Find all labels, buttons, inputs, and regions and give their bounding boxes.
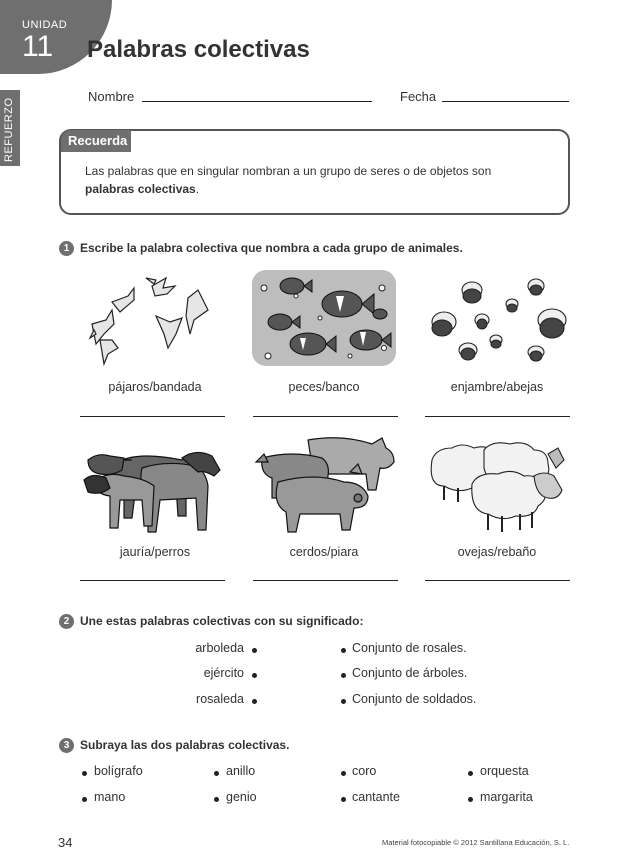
side-label: REFUERZO [3, 97, 15, 162]
bullet [82, 797, 87, 802]
exercise-instruction: Escribe la palabra colectiva que nombra a cada grupo de animales. [80, 241, 463, 255]
sheep-illustration [424, 440, 570, 534]
caption-dogs: jauría/perros [119, 545, 191, 559]
bullet [82, 771, 87, 776]
caption-bees: enjambre/abejas [450, 380, 544, 394]
word-option[interactable]: anillo [226, 764, 256, 778]
name-field[interactable] [142, 101, 372, 102]
match-dot-left[interactable] [252, 699, 257, 704]
match-left-word: ejército [203, 666, 244, 680]
recuerda-text-end: . [195, 182, 200, 196]
bullet [468, 771, 473, 776]
match-right-meaning: Conjunto de rosales. [352, 641, 467, 655]
caption-fish: peces/banco [288, 380, 360, 394]
bullet [468, 797, 473, 802]
unit-number: 11 [22, 30, 54, 63]
match-left-word: arboleda [195, 641, 244, 655]
date-field[interactable] [442, 101, 569, 102]
page-title: Palabras colectivas [87, 36, 310, 63]
bees-illustration [424, 272, 570, 368]
recuerda-text [85, 162, 525, 198]
answer-line-pigs[interactable] [253, 580, 398, 581]
bullet [341, 797, 346, 802]
match-left-word: rosaleda [196, 692, 244, 706]
caption-birds: pájaros/bandada [108, 380, 202, 394]
word-option[interactable]: orquesta [480, 764, 529, 778]
word-option[interactable]: margarita [480, 790, 533, 804]
match-dot-left[interactable] [252, 648, 257, 653]
unit-label: UNIDAD [22, 19, 68, 31]
match-dot-right[interactable] [341, 648, 346, 653]
word-option[interactable]: bolígrafo [94, 764, 143, 778]
date-label: Fecha [400, 89, 437, 104]
word-option[interactable]: genio [226, 790, 257, 804]
answer-line-dogs[interactable] [80, 580, 225, 581]
birds-illustration [82, 272, 226, 368]
answer-line-bees[interactable] [425, 416, 570, 417]
bullet [214, 797, 219, 802]
side-tab [0, 90, 20, 166]
word-option[interactable]: coro [352, 764, 377, 778]
match-dot-right[interactable] [341, 699, 346, 704]
match-dot-right[interactable] [341, 673, 346, 678]
answer-line-sheep[interactable] [425, 580, 570, 581]
exercise-number: 1 [59, 241, 74, 256]
page-number: 34 [58, 835, 73, 850]
word-option[interactable]: cantante [352, 790, 400, 804]
fish-illustration [250, 268, 398, 368]
caption-sheep: ovejas/rebaño [457, 545, 537, 559]
recuerda-label: Recuerda [61, 130, 131, 152]
match-right-meaning: Conjunto de soldados. [352, 692, 477, 706]
pigs-illustration [252, 432, 398, 534]
match-right-meaning: Conjunto de árboles. [352, 666, 468, 680]
copyright-note: Material fotocopiable © 2012 Santillana Educación, S. L. [382, 838, 570, 847]
word-option[interactable]: mano [94, 790, 126, 804]
name-label: Nombre [88, 89, 135, 104]
match-dot-left[interactable] [252, 673, 257, 678]
answer-line-birds[interactable] [80, 416, 225, 417]
bullet [214, 771, 219, 776]
recuerda-text-start: Las palabras que en singular nombran a un grupo de seres o de objetos son [85, 164, 492, 178]
exercise-instruction: Subraya las dos palabras colectivas. [80, 738, 290, 752]
exercise-instruction: Une estas palabras colectivas con su significado: [80, 614, 364, 628]
bullet [341, 771, 346, 776]
exercise-number: 3 [59, 738, 74, 753]
recuerda-text-bold: palabras colectivas [85, 182, 196, 196]
exercise-number: 2 [59, 614, 74, 629]
answer-line-fish[interactable] [253, 416, 398, 417]
dogs-illustration [82, 440, 224, 536]
caption-pigs: cerdos/piara [289, 545, 359, 559]
